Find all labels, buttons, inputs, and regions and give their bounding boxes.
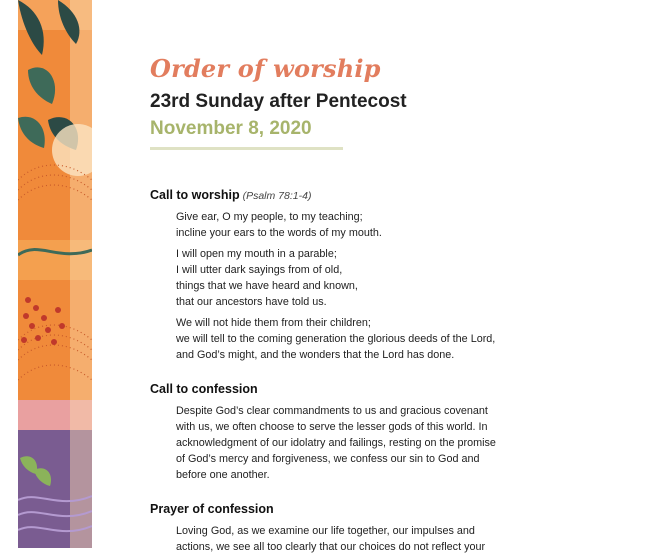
botanical-illustration: [18, 0, 92, 548]
text-line: We will not hide them from their children;: [176, 317, 371, 329]
text-line: actions, we see all too clearly that our choices do not reflect your: [176, 541, 486, 553]
text-line: of God’s mercy and forgiveness, we confess our sin to God and: [176, 453, 480, 465]
text-line: Give ear, O my people, to my teaching;: [176, 211, 363, 223]
paragraph: [176, 315, 536, 363]
section-heading-prayer-of-confession: [150, 502, 274, 516]
text-line: I will open my mouth in a parable;: [176, 248, 337, 260]
text-line: Loving God, as we examine our life together, our impulses and: [176, 525, 475, 537]
paragraph: [176, 523, 536, 555]
text-line: we will tell to the coming generation the glorious deeds of the Lord,: [176, 333, 496, 345]
text-line: things that we have heard and known,: [176, 280, 358, 292]
section-heading-label: Call to worship: [150, 188, 240, 202]
text-line: and God’s might, and the wonders that the Lord has done.: [176, 349, 455, 361]
section-heading-label: Call to confession: [150, 382, 258, 396]
scripture-reference: (Psalm 78:1-4): [242, 190, 312, 202]
page-title: Order of worship: [150, 54, 381, 83]
text-line: acknowledgment of our idolatry and failings, resting on the promise: [176, 437, 496, 449]
text-line: with us, we often choose to serve the lesser gods of this world. In: [176, 421, 488, 433]
title-divider: [150, 147, 343, 150]
text-line: incline your ears to the words of my mouth.: [176, 227, 382, 239]
section-heading-call-to-confession: [150, 382, 258, 396]
section-heading-call-to-worship: [150, 188, 311, 202]
paragraph: [176, 209, 536, 241]
paragraph: [176, 403, 536, 483]
decorative-art-strip: [18, 0, 92, 548]
service-subtitle: 23rd Sunday after Pentecost: [150, 91, 407, 112]
text-line: Despite God’s clear commandments to us and gracious covenant: [176, 405, 488, 417]
service-date: November 8, 2020: [150, 118, 312, 139]
section-heading-label: Prayer of confession: [150, 502, 274, 516]
text-line: I will utter dark sayings from of old,: [176, 264, 343, 276]
paragraph: [176, 246, 536, 310]
text-line: that our ancestors have told us.: [176, 296, 327, 308]
text-line: before one another.: [176, 469, 270, 481]
